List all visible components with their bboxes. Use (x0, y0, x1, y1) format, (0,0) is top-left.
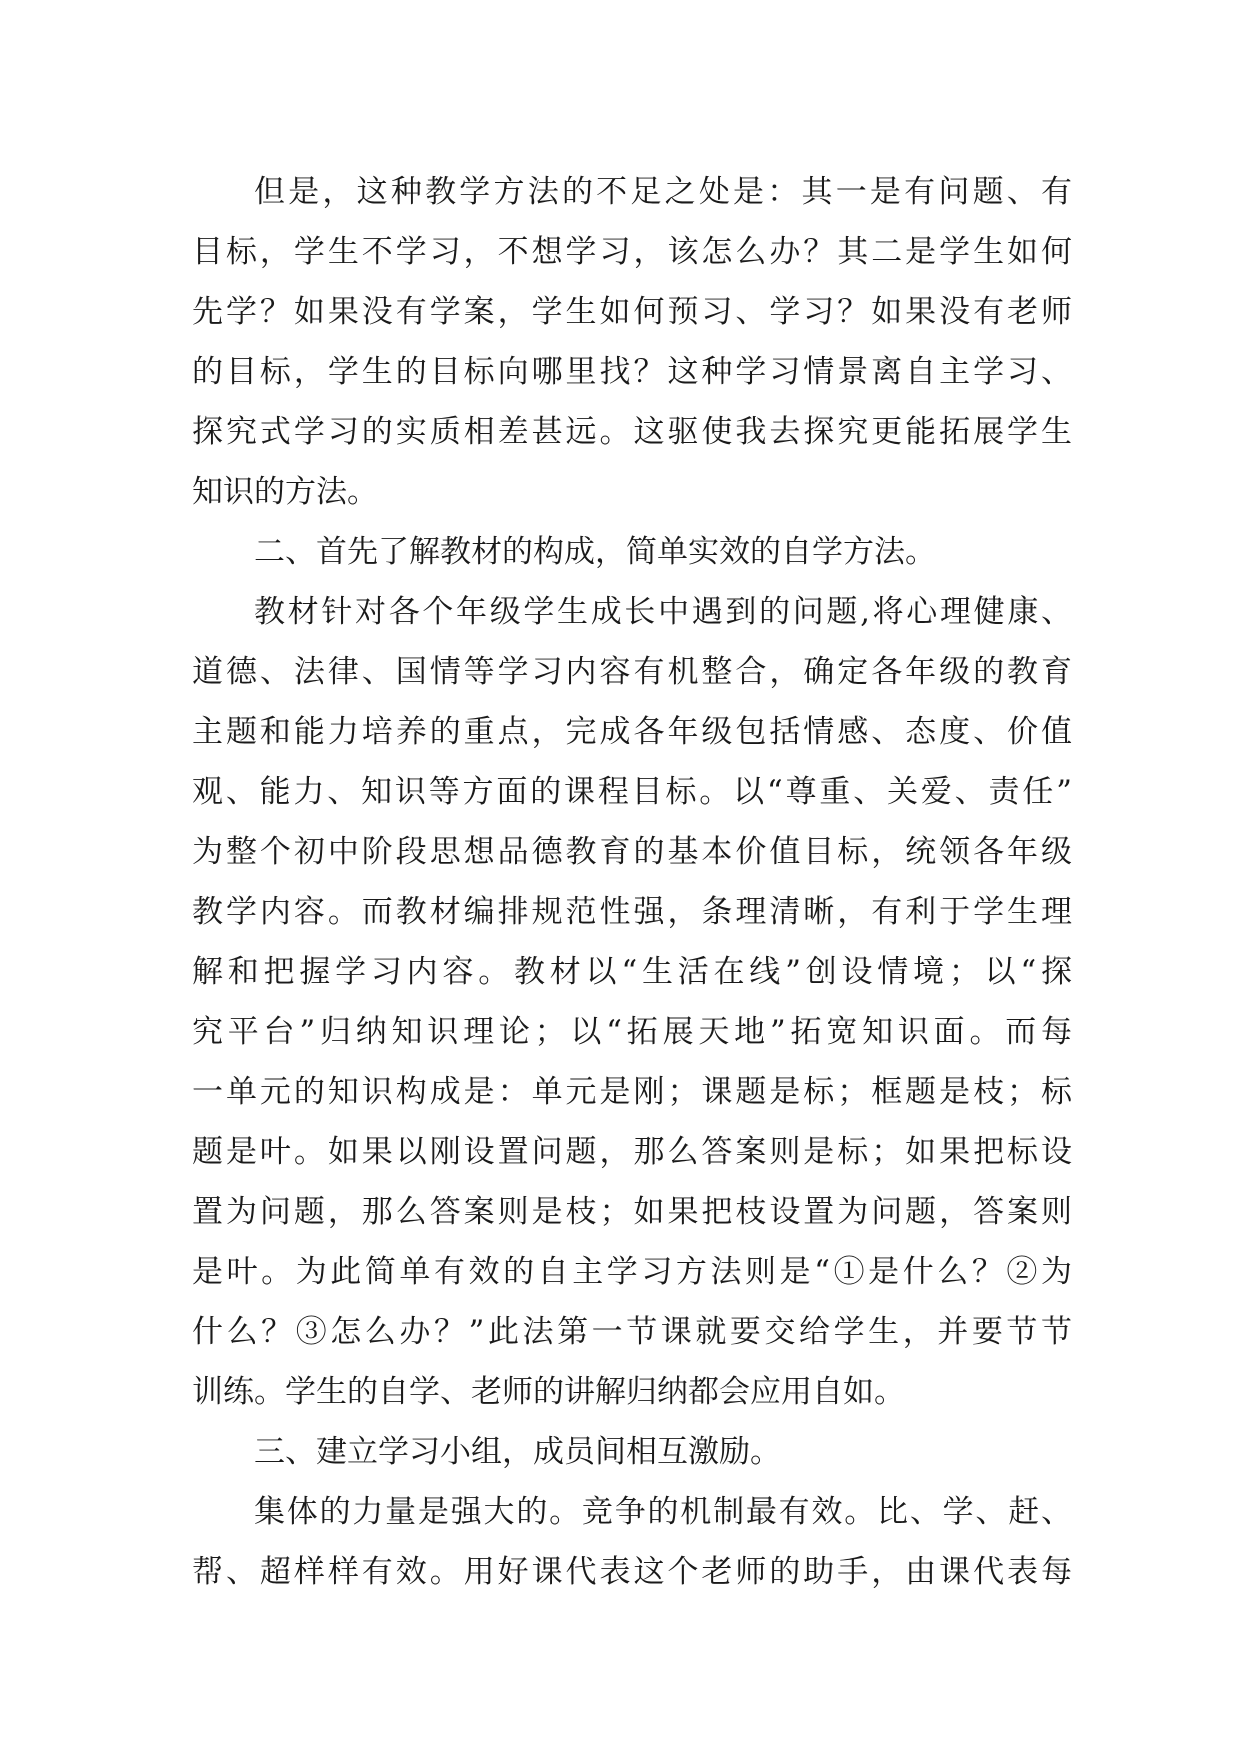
text-line: 教材针对各个年级学生成长中遇到的问题,将心理健康、 (254, 594, 1072, 630)
text-line: 一单元的知识构成是：单元是刚；课题是标；框题是枝；标 (192, 1074, 1072, 1110)
text-line: 观、能力、知识等方面的课程目标。以“尊重、关爱、责任” (192, 774, 1072, 810)
text-line: 什么？③怎么办？”此法第一节课就要交给学生，并要节节 (192, 1314, 1072, 1350)
text-line: 道德、法律、国情等学习内容有机整合，确定各年级的教育 (192, 654, 1072, 690)
text-line: 目标，学生不学习，不想学习，该怎么办？其二是学生如何 (192, 234, 1072, 270)
text-line: 教学内容。而教材编排规范性强，条理清晰，有利于学生理 (192, 894, 1072, 930)
text-line: 究平台”归纳知识理论；以“拓展天地”拓宽知识面。而每 (192, 1014, 1072, 1050)
text-line: 探究式学习的实质相差甚远。这驱使我去探究更能拓展学生 (192, 414, 1072, 450)
text-line: 先学？如果没有学案，学生如何预习、学习？如果没有老师 (192, 294, 1072, 330)
text-line: 三、建立学习小组，成员间相互激励。 (254, 1434, 781, 1470)
document-body (192, 162, 1072, 1602)
text-line: 帮、超样样有效。用好课代表这个老师的助手，由课代表每 (192, 1554, 1072, 1590)
text-line: 知识的方法。 (192, 474, 378, 510)
text-line: 题是叶。如果以刚设置问题，那么答案则是标；如果把标设 (192, 1134, 1072, 1170)
text-line: 主题和能力培养的重点，完成各年级包括情感、态度、价值 (192, 714, 1072, 750)
text-line: 置为问题，那么答案则是枝；如果把枝设置为问题，答案则 (192, 1194, 1072, 1230)
text-line: 是叶。为此简单有效的自主学习方法则是“①是什么？②为 (192, 1254, 1072, 1290)
text-line: 训练。学生的自学、老师的讲解归纳都会应用自如。 (192, 1374, 905, 1410)
text-line: 集体的力量是强大的。竞争的机制最有效。比、学、赶、 (254, 1494, 1072, 1530)
text-line: 为整个初中阶段思想品德教育的基本价值目标，统领各年级 (192, 834, 1072, 870)
text-line: 解和把握学习内容。教材以“生活在线”创设情境；以“探 (192, 954, 1072, 990)
text-line: 的目标，学生的目标向哪里找？这种学习情景离自主学习、 (192, 354, 1072, 390)
text-line: 二、首先了解教材的构成，简单实效的自学方法。 (254, 534, 936, 570)
text-line: 但是，这种教学方法的不足之处是：其一是有问题、有 (254, 174, 1072, 210)
